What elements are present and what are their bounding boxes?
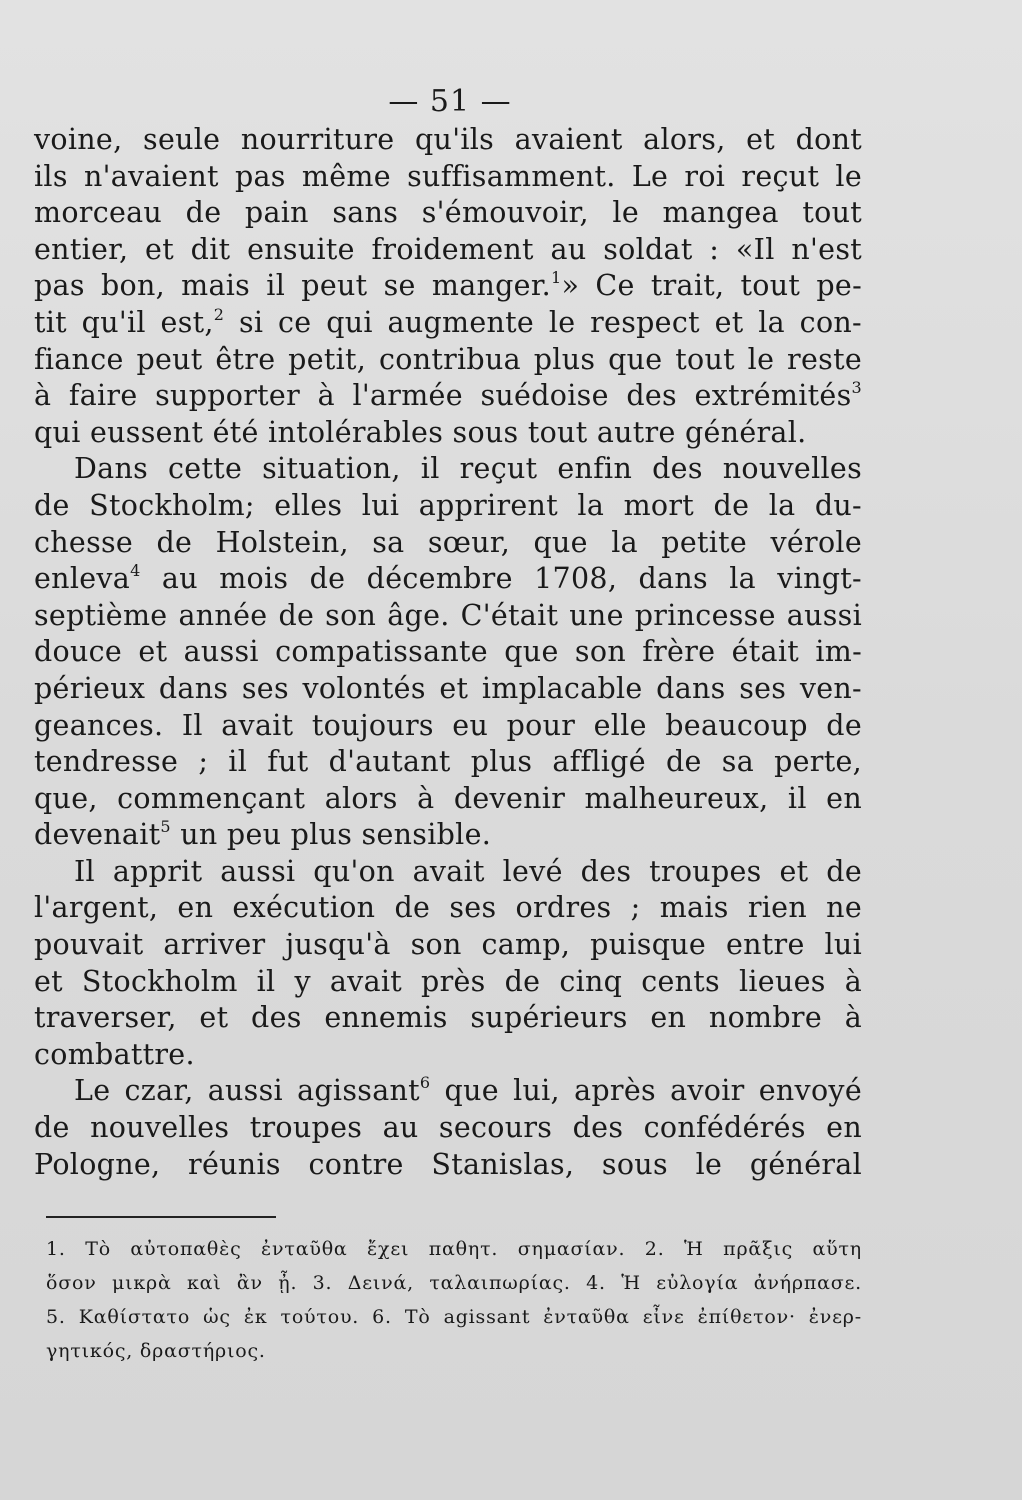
text-line: ils n'avaient pas même suffisamment. Le roi reçut le bbox=[34, 159, 862, 193]
note-ref: 3 bbox=[851, 378, 862, 398]
text-line bbox=[34, 561, 862, 598]
text-line bbox=[34, 817, 862, 854]
footnote-divider bbox=[46, 1216, 276, 1218]
body-text bbox=[34, 122, 862, 1183]
text-line: septième année de son âge. C'était une princesse aussi bbox=[34, 598, 862, 632]
text-line: chesse de Holstein, sa sœur, que la petite vérole bbox=[34, 525, 862, 559]
text-line: qui eussent été intolérables sous tout autre général. bbox=[34, 415, 807, 449]
text-segment: enleva bbox=[34, 562, 131, 596]
text-segment: à faire supporter à l'armée suédoise des extrémités bbox=[34, 379, 852, 413]
footnote-line: 5. Καθίστατο ὡς ἐκ τούτου. 6. Τὸ agissant ἐνταῦθα εἶνε ἐπίθετον· ἐνερ- bbox=[46, 1306, 862, 1328]
text-line: traverser, et des ennemis supérieurs en nombre à bbox=[34, 1001, 862, 1035]
text-line: que, commençant alors à devenir malheureux, il en bbox=[34, 781, 862, 815]
text-line: et Stockholm il y avait près de cinq cents lieues à bbox=[34, 964, 862, 998]
note-ref: 2 bbox=[213, 304, 225, 324]
text-segment: tit qu'il est, bbox=[34, 305, 214, 339]
text-line: combattre. bbox=[34, 1037, 195, 1071]
text-line: Il apprit aussi qu'on avait levé des troupes et de bbox=[74, 854, 862, 888]
text-line: douce et aussi compatissante que son frère était im- bbox=[34, 635, 862, 669]
text-segment: que lui, après avoir envoyé bbox=[430, 1074, 862, 1108]
note-ref: 6 bbox=[419, 1073, 431, 1093]
text-line: geances. Il avait toujours eu pour elle beaucoup de bbox=[34, 708, 862, 742]
text-segment: si ce qui augmente le respect et la con- bbox=[224, 305, 862, 339]
text-line: de nouvelles troupes au secours des confédérés en bbox=[34, 1111, 862, 1145]
text-line: pouvait arriver jusqu'à son camp, puisque entre lui bbox=[34, 928, 862, 962]
text-line bbox=[34, 268, 862, 305]
text-line bbox=[34, 305, 862, 342]
text-line bbox=[34, 1073, 862, 1110]
text-segment: devenait bbox=[34, 818, 161, 852]
text-line: périeux dans ses volontés et implacable dans ses ven- bbox=[34, 671, 862, 705]
text-segment: au mois de décembre 1708, dans la vingt- bbox=[140, 562, 862, 596]
note-ref: 1 bbox=[551, 268, 562, 288]
text-line: l'argent, en exécution de ses ordres ; mais rien ne bbox=[34, 891, 862, 925]
page-number: — 51 — bbox=[388, 84, 512, 119]
note-ref: 5 bbox=[160, 817, 171, 837]
footnote-line: 1. Τὸ αὐτοπαθὲς ἐνταῦθα ἔχει παθητ. σημασίαν. 2. Ἡ πρᾶξις αὕτη bbox=[46, 1238, 862, 1260]
text-line bbox=[34, 378, 862, 415]
text-line: tendresse ; il fut d'autant plus affligé de sa perte, bbox=[34, 745, 862, 779]
text-segment: Le czar, aussi agissant bbox=[74, 1074, 420, 1108]
text-line: Dans cette situation, il reçut enfin des nouvelles bbox=[74, 452, 862, 486]
text-line: Pologne, réunis contre Stanislas, sous le général bbox=[34, 1147, 862, 1181]
footnote-line: γητικός, δραστήριος. bbox=[46, 1340, 266, 1362]
text-line: voine, seule nourriture qu'ils avaient alors, et dont bbox=[34, 123, 862, 156]
text-segment: pas bon, mais il peut se manger. bbox=[34, 269, 552, 303]
note-ref: 4 bbox=[130, 561, 141, 581]
text-segment: un peu plus sensible. bbox=[170, 818, 492, 852]
text-line: fiance peut être petit, contribua plus que tout le reste bbox=[34, 342, 862, 376]
text-line: morceau de pain sans s'émouvoir, le mangea tout bbox=[34, 196, 862, 230]
text-segment: » Ce trait, tout pe- bbox=[561, 269, 862, 303]
text-line: de Stockholm; elles lui apprirent la mort de la du- bbox=[34, 488, 862, 522]
footnotes bbox=[46, 1232, 862, 1368]
text-line: entier, et dit ensuite froidement au soldat : «Il n'est bbox=[34, 232, 862, 266]
footnote-line: ὅσον μικρὰ καὶ ἂν ᾖ. 3. Δεινά, ταλαιπωρίας. 4. Ἡ εὐλογία ἀνήρπασε. bbox=[46, 1272, 862, 1294]
